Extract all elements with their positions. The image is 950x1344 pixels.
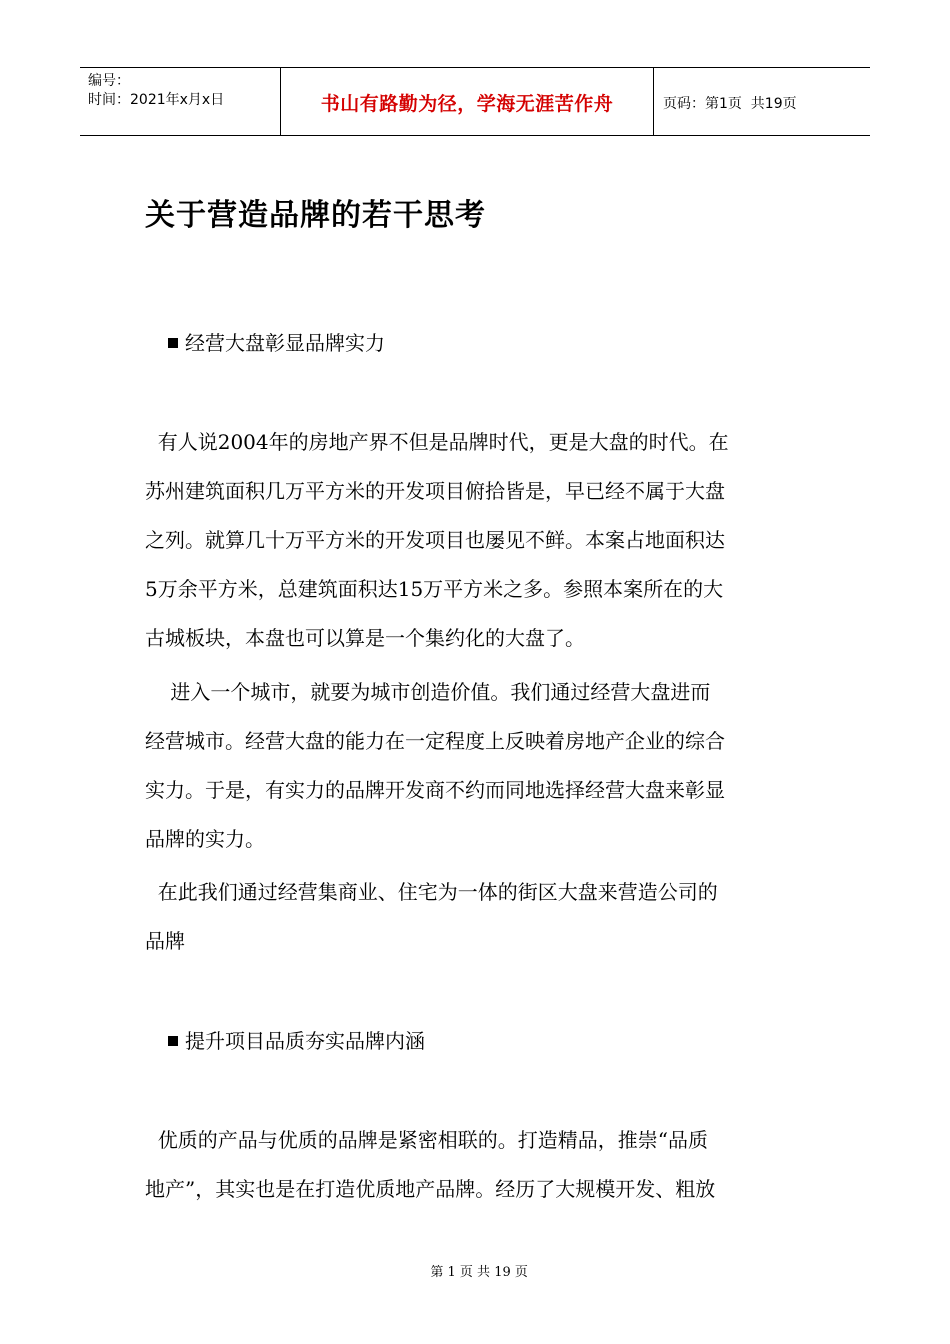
paragraph-line: 古城板块，本盘也可以算是一个集约化的大盘了。 xyxy=(145,626,585,650)
paragraph-line: 优质的产品与优质的品牌是紧密相联的。打造精品，推崇“品质 xyxy=(145,1128,708,1152)
header-page-info-cell xyxy=(654,68,870,135)
paragraph-line: 在此我们通过经营集商业、住宅为一体的街区大盘来营造公司的 xyxy=(145,880,718,904)
time-label: 时间：2021年x月x日 xyxy=(88,92,225,108)
page-footer xyxy=(0,1246,950,1280)
paragraph-line: 实力。于是，有实力的品牌开发商不约而同地选择经营大盘来彰显 xyxy=(145,778,725,802)
footer-page-number: 第 1 页 共 19 页 xyxy=(430,1265,528,1280)
paragraph-line: 之列。就算几十万平方米的开发项目也屡见不鲜。本案占地面积达 xyxy=(145,528,725,552)
square-bullet-icon xyxy=(168,1036,178,1046)
paragraph xyxy=(145,680,810,876)
section-heading xyxy=(168,1029,425,1053)
paragraph-line: 有人说2004年的房地产界不但是品牌时代，更是大盘的时代。在 xyxy=(145,430,729,454)
document-title: 关于营造品牌的若干思考 xyxy=(145,198,486,233)
square-bullet-icon xyxy=(168,338,178,348)
section-heading-text: 提升项目品质夯实品牌内涵 xyxy=(185,1029,425,1053)
document-header xyxy=(80,67,870,136)
section-heading xyxy=(168,331,385,355)
paragraph-line: 5万余平方米，总建筑面积达15万平方米之多。参照本案所在的大 xyxy=(145,577,724,601)
paragraph-line: 品牌的实力。 xyxy=(145,827,265,851)
paragraph-line: 进入一个城市，就要为城市创造价值。我们通过经营大盘进而 xyxy=(145,680,711,704)
paragraph-line: 地产”，其实也是在打造优质地产品牌。经历了大规模开发、粗放 xyxy=(145,1177,716,1201)
paragraph-line: 苏州建筑面积几万平方米的开发项目俯拾皆是，早已经不属于大盘 xyxy=(145,479,725,503)
paragraph xyxy=(145,880,810,978)
paragraph-line: 经营城市。经营大盘的能力在一定程度上反映着房地产企业的综合 xyxy=(145,729,725,753)
section-heading-text: 经营大盘彰显品牌实力 xyxy=(185,331,385,355)
paragraph-line: 品牌 xyxy=(145,929,185,953)
header-motto: 书山有路勤为径，学海无涯苦作舟 xyxy=(281,68,654,135)
paragraph xyxy=(145,430,810,675)
paragraph xyxy=(145,1128,810,1226)
header-page-info: 页码：第1页 共19页 xyxy=(663,95,797,112)
header-meta-cell xyxy=(80,68,281,135)
number-label: 编号： xyxy=(88,73,130,89)
